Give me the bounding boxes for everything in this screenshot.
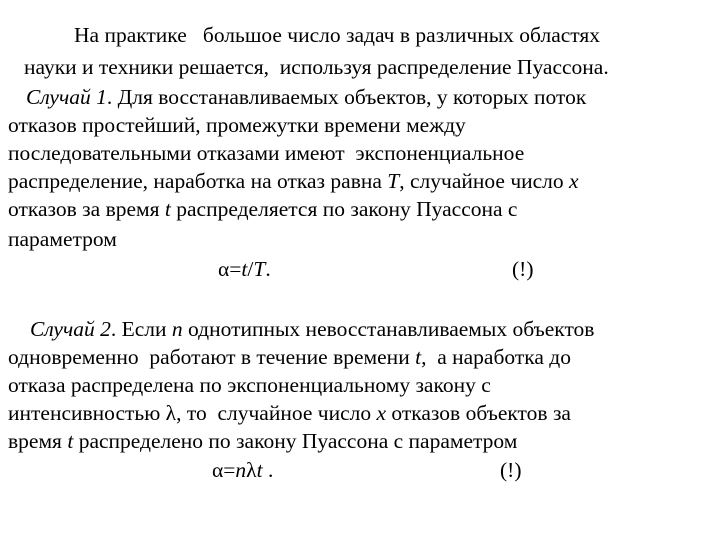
case1-line-1 (26, 84, 586, 110)
text: (!) (500, 458, 522, 482)
text: На практике большое число задач в различных областях (74, 23, 601, 47)
text: (!) (512, 257, 534, 281)
case1-line-5 (8, 196, 517, 222)
text: распределено по закону Пуассона с параметром (73, 429, 518, 453)
case1-line-3 (8, 140, 524, 166)
text: распределяется по закону Пуассона с (170, 197, 518, 221)
var-T: T (387, 169, 400, 193)
var-x: x (569, 169, 579, 193)
equals-sign: = (229, 257, 242, 281)
case2-line-4 (8, 400, 571, 426)
text: , а наработка до (421, 345, 571, 369)
case1-line-2 (8, 112, 466, 138)
text: время (8, 429, 68, 453)
text: одновременно работают в течение времени (8, 345, 416, 369)
equals-sign: = (223, 458, 236, 482)
text: , то случайное число (176, 401, 377, 425)
case1-label: Случай 1 (26, 85, 107, 109)
case2-label: Случай 2 (30, 317, 111, 341)
lambda-symbol: λ (165, 401, 177, 425)
alpha-symbol: α (218, 257, 230, 281)
text: распределение, наработка на отказ равна (8, 169, 388, 193)
var-x: x (376, 401, 387, 425)
case1-line-4 (8, 168, 579, 194)
var-t: t (164, 197, 171, 221)
case2-line-2 (8, 344, 571, 370)
text: последовательными отказами имеют экспоненциальное (8, 141, 525, 165)
case2-formula (212, 457, 273, 483)
var-T: T (253, 257, 266, 281)
case1-line-6 (8, 226, 117, 252)
var-t: t (256, 458, 263, 482)
text: , случайное число (399, 169, 570, 193)
var-t: t (241, 257, 248, 281)
text: параметром (8, 227, 117, 251)
text: отказов объектов за (386, 401, 571, 425)
case2-line-3 (8, 372, 491, 398)
var-n: n (171, 317, 183, 341)
var-n: n (235, 458, 247, 482)
intro-line-1 (74, 22, 600, 48)
text: . Если (110, 317, 172, 341)
case1-formula (218, 256, 271, 282)
slash: / (247, 257, 254, 281)
period: . (265, 257, 271, 281)
intro-line-2 (24, 54, 609, 80)
var-t: t (67, 429, 74, 453)
case2-formula-tag (500, 457, 521, 483)
text: отказов за время (8, 197, 165, 221)
case2-line-1 (30, 316, 594, 342)
case1-formula-tag (512, 256, 533, 282)
case2-line-5 (8, 428, 517, 454)
var-t: t (415, 345, 422, 369)
text: интенсивностью (8, 401, 166, 425)
text: однотипных невосстанавливаемых объектов (182, 317, 595, 341)
lambda-symbol: λ (246, 458, 257, 482)
text: . Для восстанавливаемых объектов, у которых поток (106, 85, 587, 109)
alpha-symbol: α (212, 458, 224, 482)
text: отказа распределена по экспоненциальному закону с (8, 373, 491, 397)
text: науки и техники решается, используя распределение Пуассона. (24, 55, 609, 79)
text: отказов простейший, промежутки времени между (8, 113, 466, 137)
period: . (262, 458, 274, 482)
